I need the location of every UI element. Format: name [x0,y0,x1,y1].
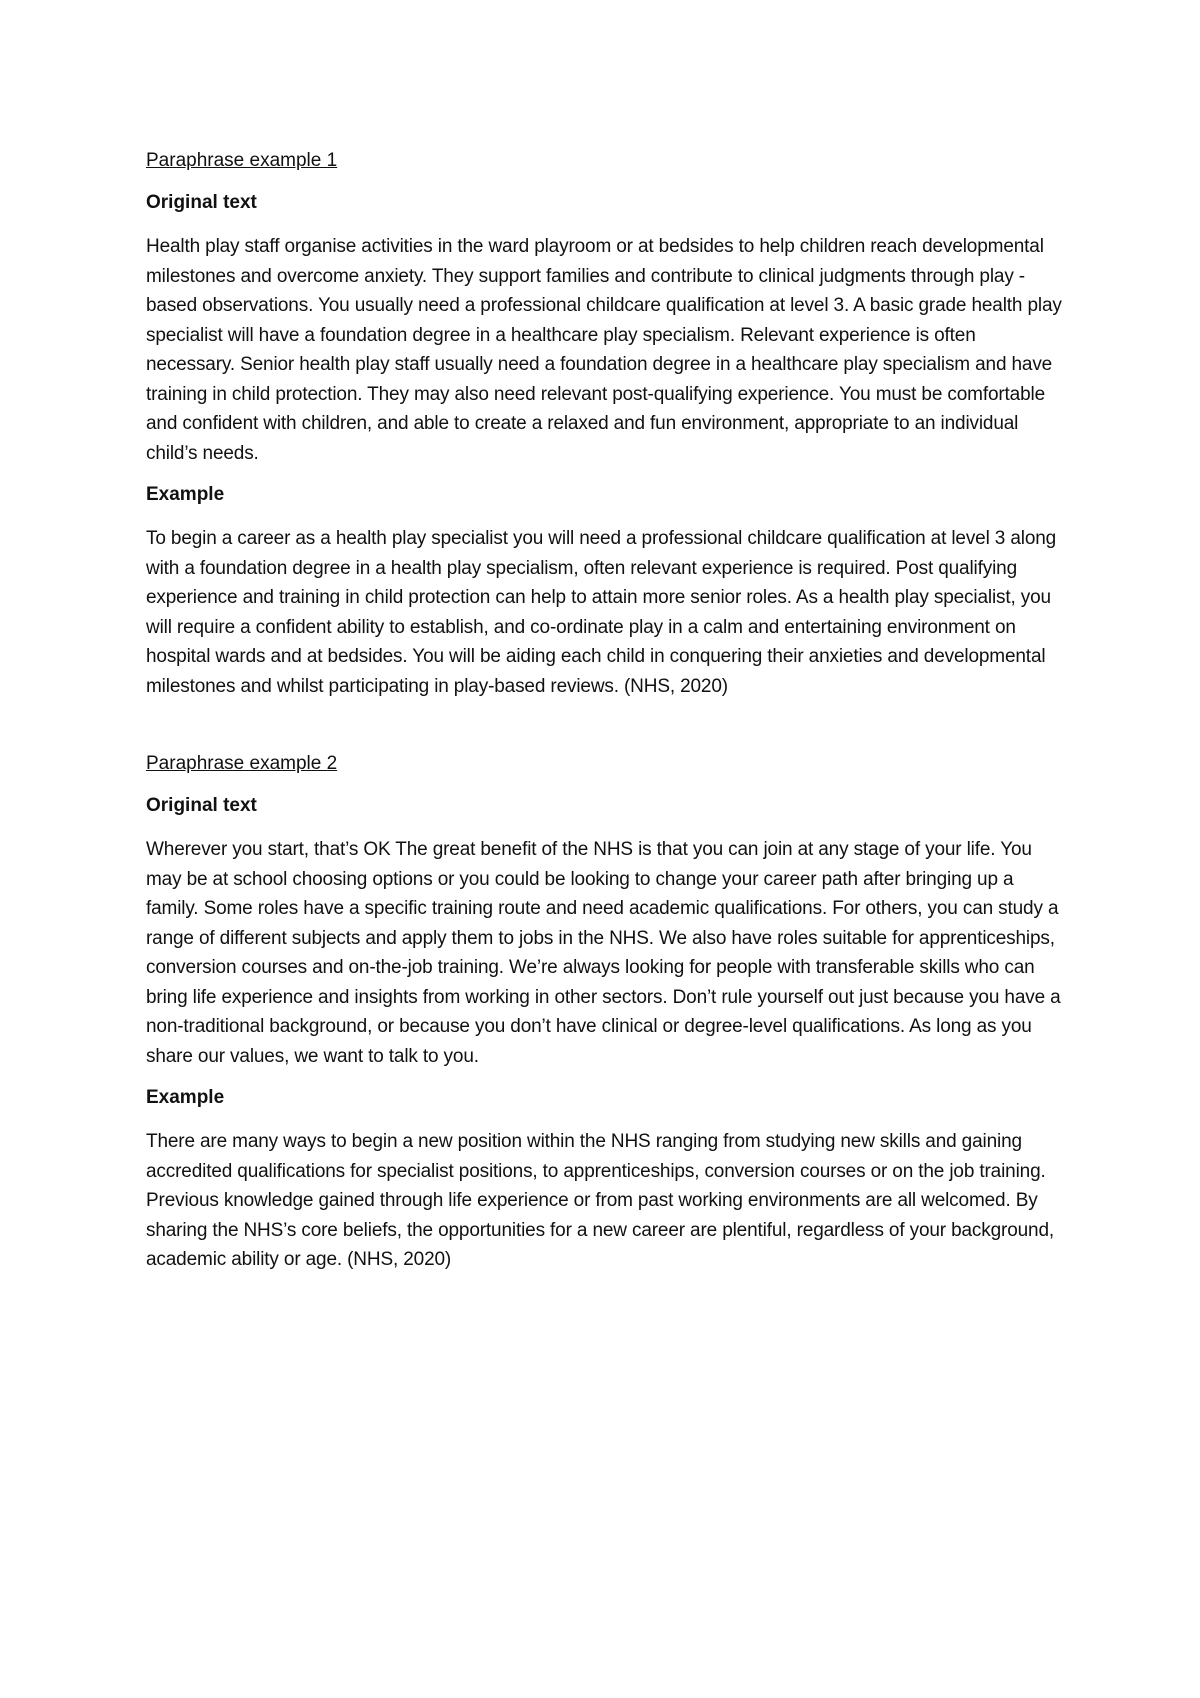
original-text-label: Original text [146,192,257,213]
original-text-label: Original text [146,795,257,816]
document-page [146,146,1066,1275]
section-title: Paraphrase example 1 [146,150,338,171]
example-paragraph: There are many ways to begin a new position within the NHS ranging from studying new skills and gaining accredited qualifications for specialist positions, to apprenticeships, conversion courses or on the job training. Previous knowledge gained through life experience or from past working environments are all welcomed. By sharing the NHS’s core beliefs, the opportunities for a new career are plentiful, regardless of your background, academic ability or age. (NHS, 2020) [146,1131,1055,1270]
example-paragraph: To begin a career as a health play specialist you will need a professional childcare qualification at level 3 along with a foundation degree in a health play specialism, often relevant experience is required. Post qualifying experience and training in child protection can help to attain more senior roles. As a health play specialist, you will require a confident ability to establish, and co-ordinate play in a calm and entertaining environment on hospital wards and at bedsides. You will be aiding each child in conquering their anxieties and developmental milestones and whilst participating in play-based reviews. (NHS, 2020) [146,528,1057,697]
original-text-paragraph: Health play staff organise activities in the ward playroom or at bedsides to help children reach developmental milestones and overcome anxiety. They support families and contribute to clinical judgments through play -based observations. You usually need a professional childcare qualification at level 3. A basic grade health play specialist will have a foundation degree in a healthcare play specialism. Relevant experience is often necessary. Senior health play staff usually need a foundation degree in a healthcare play specialism and have training in child protection. They may also need relevant post-qualifying experience. You must be comfortable and confident with children, and able to create a relaxed and fun environment, appropriate to an individual child’s needs. [146,236,1062,464]
section-title: Paraphrase example 2 [146,753,338,774]
original-text-paragraph: Wherever you start, that’s OK The great benefit of the NHS is that you can join at any stage of your life. You may be at school choosing options or you could be looking to change your career path after bringing up a family. Some roles have a specific training route and need academic qualifications. For others, you can study a range of different subjects and apply them to jobs in the NHS. We also have roles suitable for apprenticeships, conversion courses and on-the-job training. We’re always looking for people with transferable skills who can bring life experience and insights from working in other sectors. Don’t rule yourself out just because you have a non-traditional background, or because you don’t have clinical or degree-level qualifications. As long as you share our values, we want to talk to you. [146,839,1061,1067]
paraphrase-section-2 [146,749,1066,1275]
example-label: Example [146,1087,225,1108]
example-label: Example [146,484,225,505]
section-spacer [146,701,1066,749]
paraphrase-section-1 [146,146,1066,701]
